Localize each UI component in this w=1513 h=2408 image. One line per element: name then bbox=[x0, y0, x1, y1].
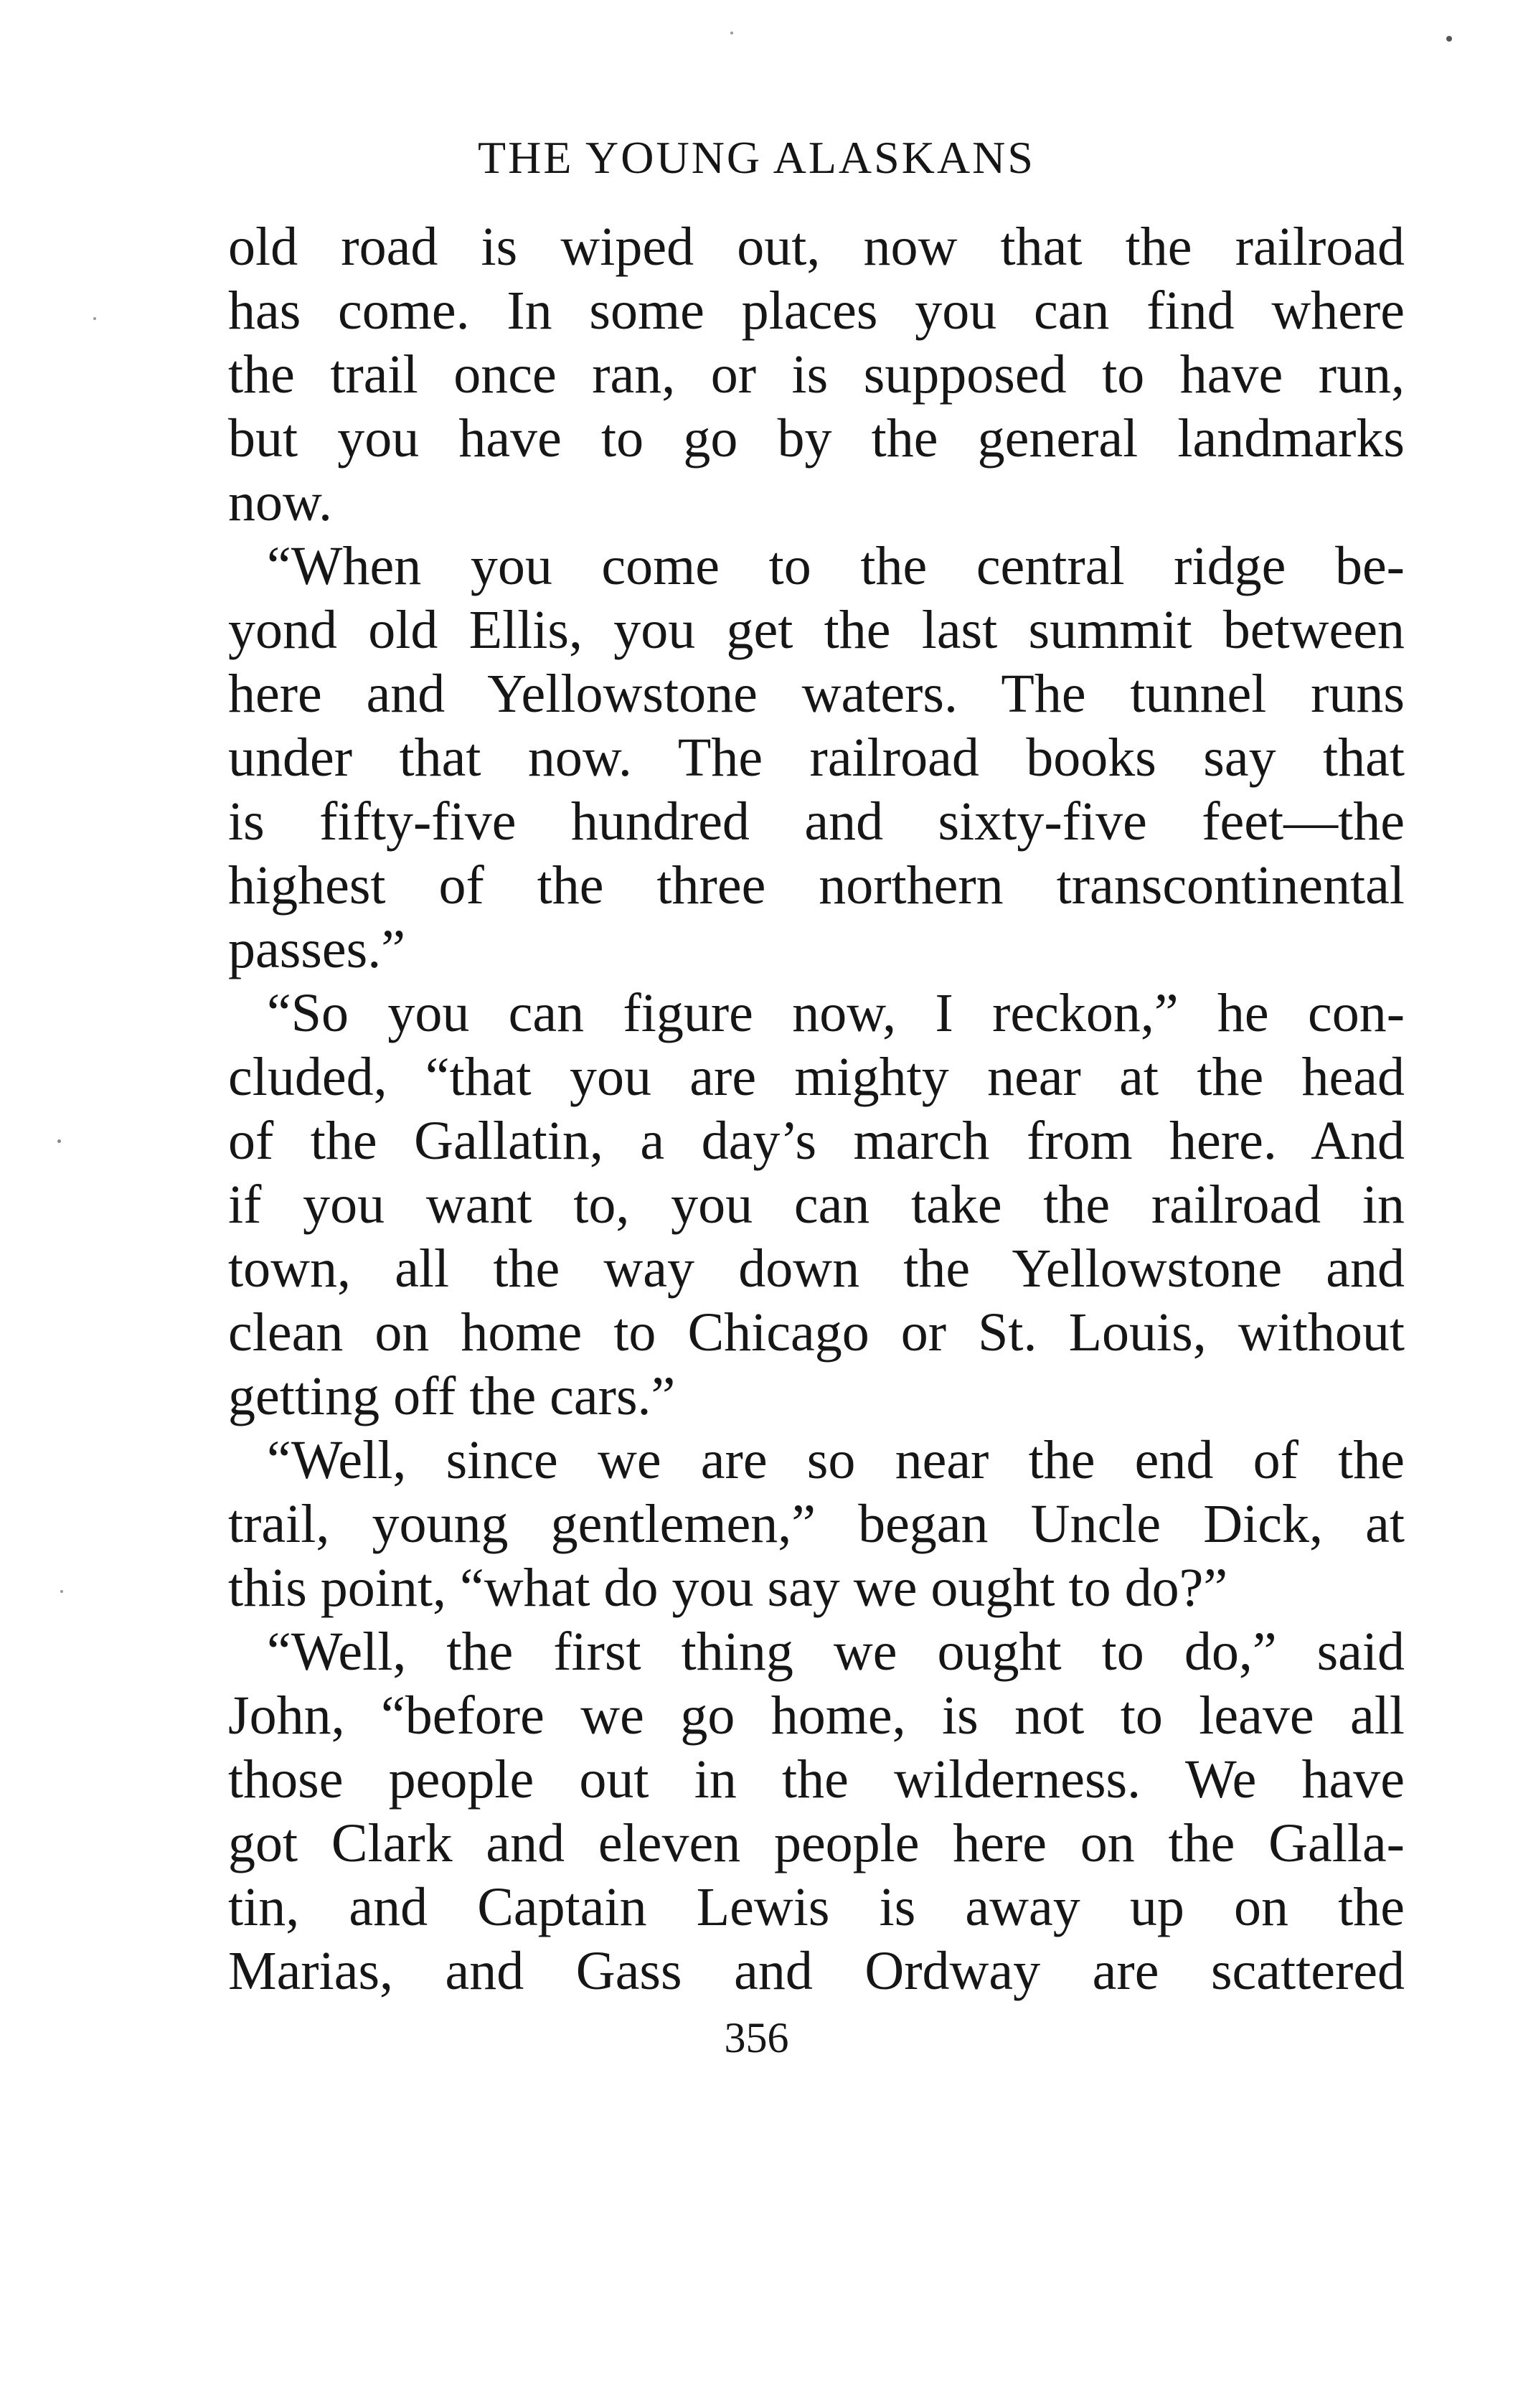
page-number: 356 bbox=[724, 2014, 789, 2061]
text-line: getting off the cars.” bbox=[228, 1366, 676, 1426]
text-line: now. bbox=[228, 472, 332, 532]
text-line: those people out in the wilderness. We have bbox=[228, 1749, 1405, 1810]
scan-speck bbox=[93, 317, 96, 320]
text-line: passes.” bbox=[228, 919, 405, 979]
text-line: if you want to, you can take the railroad in bbox=[228, 1175, 1405, 1235]
text-line: clean on home to Chicago or St. Louis, without bbox=[228, 1302, 1405, 1363]
text-line: this point, “what do you say we ought to do?” bbox=[228, 1558, 1228, 1618]
text-line: but you have to go by the general landmarks bbox=[228, 408, 1405, 469]
scan-speck bbox=[730, 32, 733, 34]
scan-speck bbox=[60, 1590, 63, 1593]
running-head: THE YOUNG ALASKANS bbox=[478, 132, 1035, 183]
text-line: is fifty-five hundred and sixty-five feet—the bbox=[228, 791, 1405, 852]
text-line: Marias, and Gass and Ordway are scattered bbox=[228, 1941, 1405, 2001]
text-line: yond old Ellis, you get the last summit between bbox=[228, 600, 1405, 660]
text-line: here and Yellowstone waters. The tunnel runs bbox=[228, 664, 1405, 724]
text-line: of the Gallatin, a day’s march from here. And bbox=[228, 1111, 1405, 1171]
text-line: highest of the three northern transcontinental bbox=[228, 855, 1405, 916]
text-line: “Well, since we are so near the end of the bbox=[267, 1430, 1405, 1490]
text-line: “Well, the first thing we ought to do,” said bbox=[267, 1622, 1405, 1682]
text-line: old road is wiped out, now that the railroad bbox=[228, 217, 1405, 277]
text-line: town, all the way down the Yellowstone and bbox=[228, 1238, 1405, 1299]
text-line: the trail once ran, or is supposed to have run, bbox=[228, 344, 1405, 405]
text-line: got Clark and eleven people here on the Galla- bbox=[228, 1813, 1405, 1873]
body-text bbox=[228, 215, 1405, 2003]
text-line: has come. In some places you can find where bbox=[228, 281, 1405, 341]
text-line: under that now. The railroad books say that bbox=[228, 728, 1405, 788]
text-line: John, “before we go home, is not to leave all bbox=[228, 1685, 1405, 1746]
text-line: “So you can figure now, I reckon,” he con- bbox=[267, 983, 1405, 1043]
text-line: cluded, “that you are mighty near at the head bbox=[228, 1047, 1405, 1107]
scan-speck bbox=[1446, 36, 1452, 42]
text-line: “When you come to the central ridge be- bbox=[267, 536, 1405, 596]
scan-speck bbox=[57, 1139, 61, 1143]
text-line: trail, young gentlemen,” began Uncle Dick, at bbox=[228, 1494, 1405, 1554]
text-line: tin, and Captain Lewis is away up on the bbox=[228, 1877, 1405, 1937]
